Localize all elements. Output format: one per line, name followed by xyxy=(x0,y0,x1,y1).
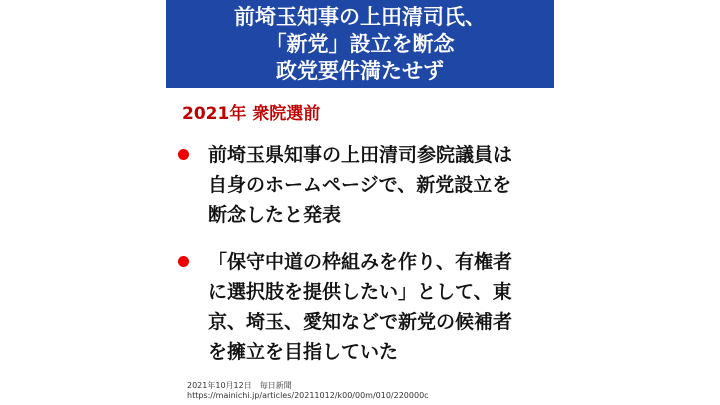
title-line-3: 政党要件満たせず xyxy=(276,58,444,83)
title-banner xyxy=(166,0,554,88)
bullet-list xyxy=(172,140,567,384)
bullet-text: 「保守中道の枠組みを作り、有権者 に選択肢を提供したい」として、東 京、埼玉、愛知などで新党の候補者 を擁立を目指していた xyxy=(208,251,513,363)
bullet-text: 前埼玉県知事の上田清司参院議員は 自身のホームページで、新党設立を 断念したと発表 xyxy=(208,144,513,226)
bullet-item xyxy=(172,140,567,230)
source-citation xyxy=(187,381,429,401)
source-url[interactable]: https://mainichi.jp/articles/20211012/k00/00m/010/220000c xyxy=(187,391,429,400)
subtitle: 2021年 衆院選前 xyxy=(182,104,321,124)
bullet-item xyxy=(172,247,567,367)
bullet-dot-icon xyxy=(178,256,189,267)
source-date: 2021年10月12日 毎日新聞 xyxy=(187,381,292,390)
bullet-dot-icon xyxy=(178,149,189,160)
title-line-1: 前埼玉知事の上田清司氏、 xyxy=(234,4,486,29)
title-line-2: 「新党」設立を断念 xyxy=(265,31,455,56)
